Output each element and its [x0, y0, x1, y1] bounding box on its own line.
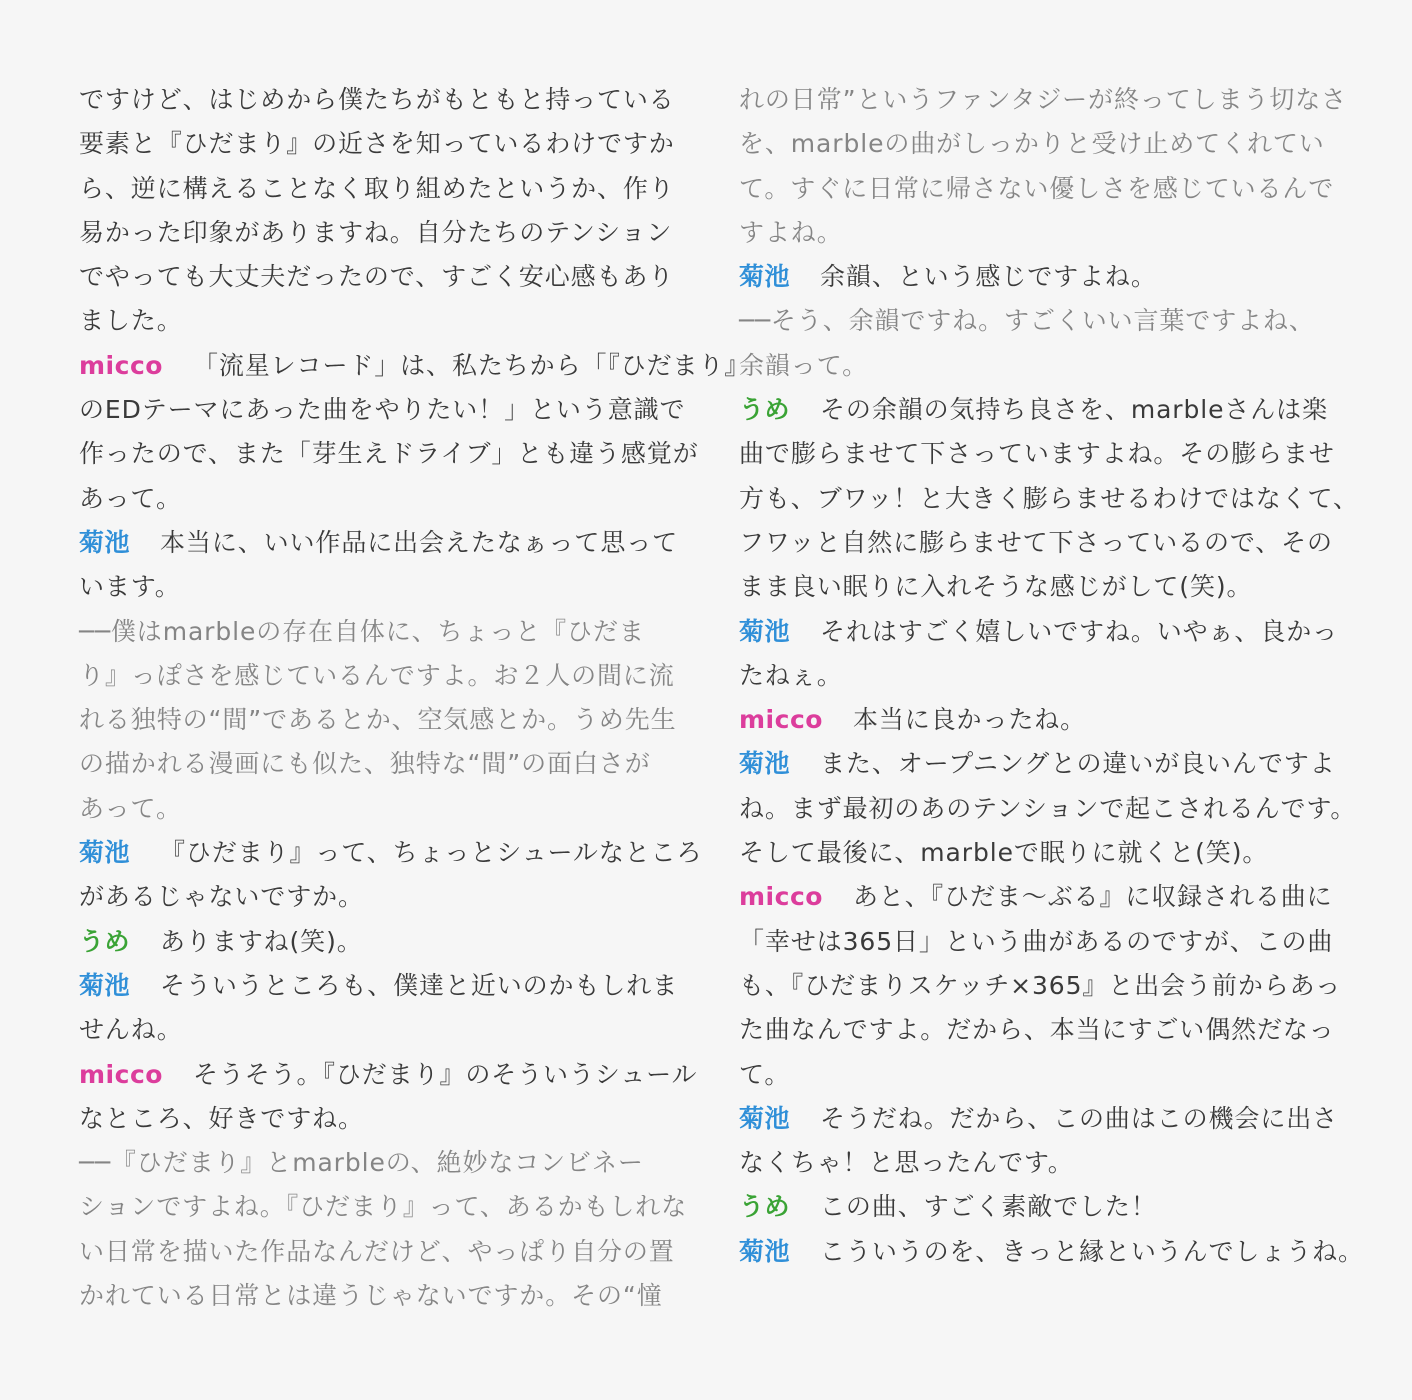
text-line	[79, 167, 679, 211]
speaker-line	[739, 1230, 1364, 1274]
text-line	[79, 211, 679, 255]
line-text: ね。まず最初のあのテンションで起こされるんです。	[739, 793, 1357, 823]
line-text: ──そう、余韻ですね。すごくいい言葉ですよね、	[739, 306, 1315, 336]
speaker-line	[739, 875, 1331, 919]
interviewer-line	[79, 1141, 679, 1185]
line-text: 作ったので、また「芽生えドライブ」とも違う感覚が	[79, 439, 699, 469]
speaker-line	[79, 831, 703, 875]
line-text: 要素と『ひだまり』の近さを知っているわけですか	[79, 129, 675, 159]
speaker-label-kikuchi: 菊池	[739, 1236, 791, 1266]
line-text: フワッと自然に膨らませて下さっているので、その	[739, 527, 1333, 557]
speaker-label-kikuchi: 菊池	[79, 970, 131, 1000]
line-text: て。すぐに日常に帰さない優しさを感じているんで	[739, 173, 1335, 203]
speaker-line	[739, 610, 1339, 654]
line-text: 余韻って。	[739, 350, 869, 380]
speaker-label-kikuchi: 菊池	[739, 262, 791, 292]
text-line	[79, 255, 679, 299]
text-line	[739, 521, 1331, 565]
line-text: 本当に良かったね。	[852, 705, 1087, 735]
line-text: て。	[739, 1059, 791, 1089]
line-text: 曲で膨らませて下さっていますよね。その膨らませ	[739, 439, 1335, 469]
interviewer-line	[79, 654, 679, 698]
interviewer-line	[79, 1274, 679, 1318]
line-text: ました。	[79, 306, 183, 336]
line-text: この曲、すごく素敵でした！	[820, 1192, 1157, 1222]
speaker-label-kikuchi: 菊池	[739, 616, 791, 646]
line-text: 『ひだまり』って、ちょっとシュールなところ	[160, 838, 703, 868]
line-text: ──『ひだまり』とmarbleの、絶妙なコンビネー	[79, 1148, 644, 1178]
speaker-label-kikuchi: 菊池	[79, 527, 131, 557]
text-line	[79, 1097, 679, 1141]
text-line	[79, 432, 699, 476]
line-text: それはすごく嬉しいですね。いやぁ、良かっ	[820, 616, 1339, 646]
speaker-label-kikuchi: 菊池	[739, 749, 791, 779]
line-text: なくちゃ！と思ったんです。	[739, 1148, 1074, 1178]
line-text: 方も、ブワッ！と大きく膨らませるわけではなくて、	[739, 483, 1359, 513]
line-text: ションですよね。『ひだまり』って、あるかもしれな	[79, 1192, 688, 1222]
speaker-label-micco: micco	[739, 882, 823, 912]
speaker-label-kikuchi: 菊池	[739, 1103, 791, 1133]
line-text: の描かれる漫画にも似た、独特な“間”の面白さが	[79, 749, 651, 779]
line-text: そうそう。『ひだまり』のそういうシュール	[192, 1059, 698, 1089]
speaker-label-ume: うめ	[739, 1192, 791, 1222]
line-text: 「流星レコード」は、私たちから「『ひだまり』	[192, 350, 751, 380]
speaker-line	[739, 1097, 1339, 1141]
speaker-line	[739, 1185, 1331, 1229]
speaker-line	[739, 388, 1331, 432]
line-text: い日常を描いた作品なんだけど、やっぱり自分の置	[79, 1236, 675, 1266]
speaker-label-micco: micco	[79, 350, 163, 380]
speaker-label-ume: うめ	[739, 395, 791, 425]
interviewer-line	[739, 211, 1331, 255]
text-line	[739, 920, 1334, 964]
interviewer-line	[739, 78, 1348, 122]
interviewer-line	[79, 787, 679, 831]
text-line	[739, 477, 1359, 521]
line-text: そして最後に、marbleで眠りに就くと(笑)。	[739, 838, 1269, 868]
text-line	[79, 299, 679, 343]
line-text: を、marbleの曲がしっかりと受け止めてくれてい	[739, 129, 1325, 159]
text-line	[739, 565, 1331, 609]
speaker-line	[79, 344, 751, 388]
line-text: た曲なんですよ。だから、本当にすごい偶然だなっ	[739, 1015, 1335, 1045]
speaker-label-kikuchi: 菊池	[79, 838, 131, 868]
line-text: 本当に、いい作品に出会えたなぁって思って	[160, 527, 679, 557]
text-line	[79, 477, 679, 521]
text-line	[79, 122, 679, 166]
interviewer-line	[79, 1185, 688, 1229]
line-text: あって。	[79, 793, 182, 823]
line-text: 「幸せは365日」という曲があるのですが、この曲	[739, 926, 1334, 956]
line-text: があるじゃないですか。	[79, 882, 364, 912]
line-text: こういうのを、きっと縁というんでしょうね。	[820, 1236, 1364, 1266]
line-text: あって。	[79, 483, 182, 513]
line-text: その余韻の気持ち良さを、marbleさんは楽	[820, 395, 1328, 425]
speaker-line	[739, 742, 1336, 786]
line-text: のEDテーマにあった曲をやりたい！」という意識で	[79, 395, 686, 425]
speaker-line	[739, 255, 1331, 299]
text-line	[79, 875, 679, 919]
line-text: せんね。	[79, 1015, 183, 1045]
line-text: ら、逆に構えることなく取り組めたというか、作り	[79, 173, 675, 203]
line-text: り』っぽさを感じているんですよ。お２人の間に流	[79, 660, 675, 690]
line-text: 易かった印象がありますね。自分たちのテンション	[79, 217, 673, 247]
interviewer-line	[739, 344, 1331, 388]
speaker-line	[79, 920, 679, 964]
text-line	[79, 1008, 679, 1052]
line-text: かれている日常とは違うじゃないですか。その“憧	[79, 1281, 663, 1311]
speaker-line	[739, 698, 1331, 742]
speaker-line	[79, 964, 679, 1008]
line-text: そういうところも、僕達と近いのかもしれま	[160, 970, 679, 1000]
interviewer-line	[739, 299, 1331, 343]
text-line	[739, 432, 1335, 476]
interviewer-line	[79, 742, 679, 786]
text-line	[739, 1053, 1331, 1097]
line-text: まま良い眠りに入れそうな感じがして(笑)。	[739, 572, 1253, 602]
line-text: でやっても大丈夫だったので、すごく安心感もあり	[79, 262, 675, 292]
text-line	[739, 1141, 1331, 1185]
line-text: また、オープニングとの違いが良いんですよ	[820, 749, 1336, 779]
line-text: 余韻、という感じですよね。	[820, 262, 1157, 292]
text-line	[739, 831, 1331, 875]
right-column	[739, 78, 1364, 1274]
line-text: なところ、好きですね。	[79, 1103, 364, 1133]
interviewer-line	[739, 122, 1331, 166]
text-line	[739, 654, 1331, 698]
line-text: そうだね。だから、この曲はこの機会に出さ	[820, 1103, 1339, 1133]
text-line	[79, 78, 679, 122]
speaker-label-micco: micco	[79, 1059, 163, 1089]
left-column	[79, 78, 751, 1318]
text-line	[79, 388, 686, 432]
line-text: も、『ひだまりスケッチ×365』と出会う前からあっ	[739, 970, 1342, 1000]
speaker-label-micco: micco	[739, 705, 823, 735]
line-text: ですけど、はじめから僕たちがもともと持っている	[79, 85, 675, 114]
line-text: ありますね(笑)。	[160, 926, 363, 956]
text-line	[739, 787, 1357, 831]
text-line	[739, 964, 1342, 1008]
speaker-line	[79, 521, 679, 565]
line-text: います。	[79, 572, 181, 602]
interviewer-line	[79, 698, 679, 742]
line-text: すよね。	[739, 217, 843, 247]
line-text: あと、『ひだま〜ぶる』に収録される曲に	[852, 882, 1333, 912]
line-text: ──僕はmarbleの存在自体に、ちょっと『ひだま	[79, 616, 645, 646]
line-text: れの日常”というファンタジーが終ってしまう切なさ	[739, 85, 1348, 114]
interviewer-line	[739, 167, 1335, 211]
interviewer-line	[79, 1230, 679, 1274]
speaker-line	[79, 1053, 698, 1097]
line-text: たねぇ。	[739, 660, 843, 690]
line-text: れる独特の“間”であるとか、空気感とか。うめ先生	[79, 705, 677, 735]
interviewer-line	[79, 610, 679, 654]
text-line	[79, 565, 679, 609]
text-line	[739, 1008, 1335, 1052]
speaker-label-ume: うめ	[79, 926, 131, 956]
